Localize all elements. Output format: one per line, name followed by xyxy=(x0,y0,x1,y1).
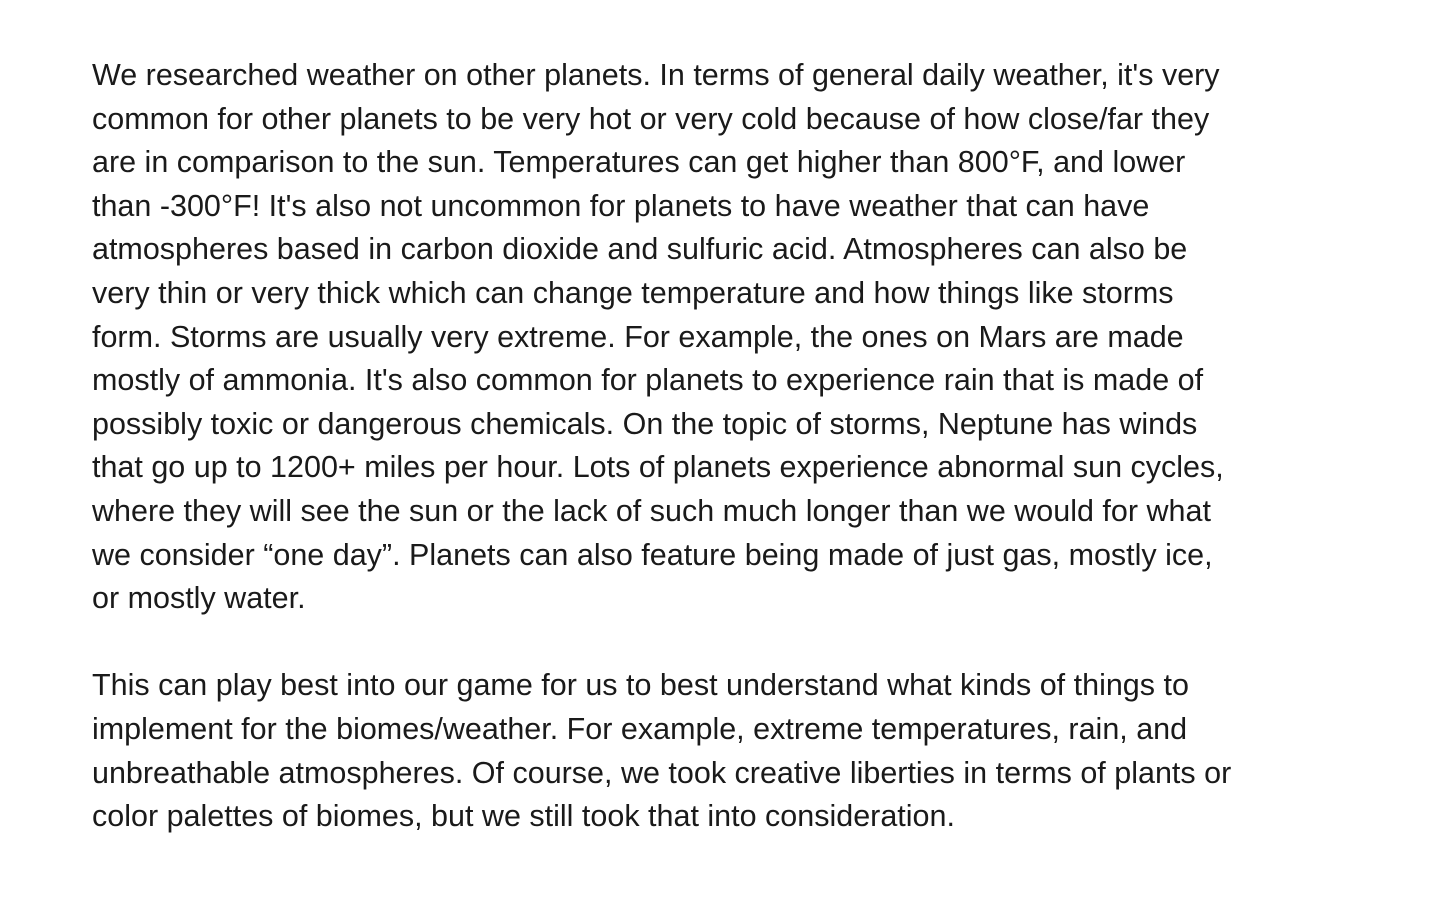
text-line: unbreathable atmospheres. Of course, we took creative liberties in terms of plants or xyxy=(92,755,1232,790)
text-line: or mostly water. xyxy=(92,581,306,616)
text-line: are in comparison to the sun. Temperatures can get higher than 800°F, and lower xyxy=(92,145,1186,180)
text-line: common for other planets to be very hot or very cold because of how close/far they xyxy=(92,101,1210,136)
paragraph-spacer xyxy=(92,621,1352,665)
text-line: possibly toxic or dangerous chemicals. On the topic of storms, Neptune has winds xyxy=(92,406,1198,441)
text-line: color palettes of biomes, but we still took that into consideration. xyxy=(92,799,955,834)
text-line: where they will see the sun or the lack of such much longer than we would for what xyxy=(92,493,1211,528)
text-line: implement for the biomes/weather. For example, extreme temperatures, rain, and xyxy=(92,711,1188,746)
paragraph-game-application xyxy=(92,664,1352,838)
text-line: than -300°F! It's also not uncommon for planets to have weather that can have xyxy=(92,188,1150,223)
text-line: mostly of ammonia. It's also common for planets to experience rain that is made of xyxy=(92,363,1204,398)
paragraph-planet-weather-research xyxy=(92,54,1352,621)
text-line: that go up to 1200+ miles per hour. Lots of planets experience abnormal sun cycles, xyxy=(92,450,1224,485)
document-body xyxy=(92,54,1352,839)
text-line: This can play best into our game for us to best understand what kinds of things to xyxy=(92,668,1189,703)
text-line: atmospheres based in carbon dioxide and sulfuric acid. Atmospheres can also be xyxy=(92,232,1188,267)
text-line: very thin or very thick which can change temperature and how things like storms xyxy=(92,275,1174,310)
text-line: we consider “one day”. Planets can also feature being made of just gas, mostly ice, xyxy=(92,537,1213,572)
text-line: form. Storms are usually very extreme. For example, the ones on Mars are made xyxy=(92,319,1184,354)
text-line: We researched weather on other planets. In terms of general daily weather, it's very xyxy=(92,58,1220,92)
